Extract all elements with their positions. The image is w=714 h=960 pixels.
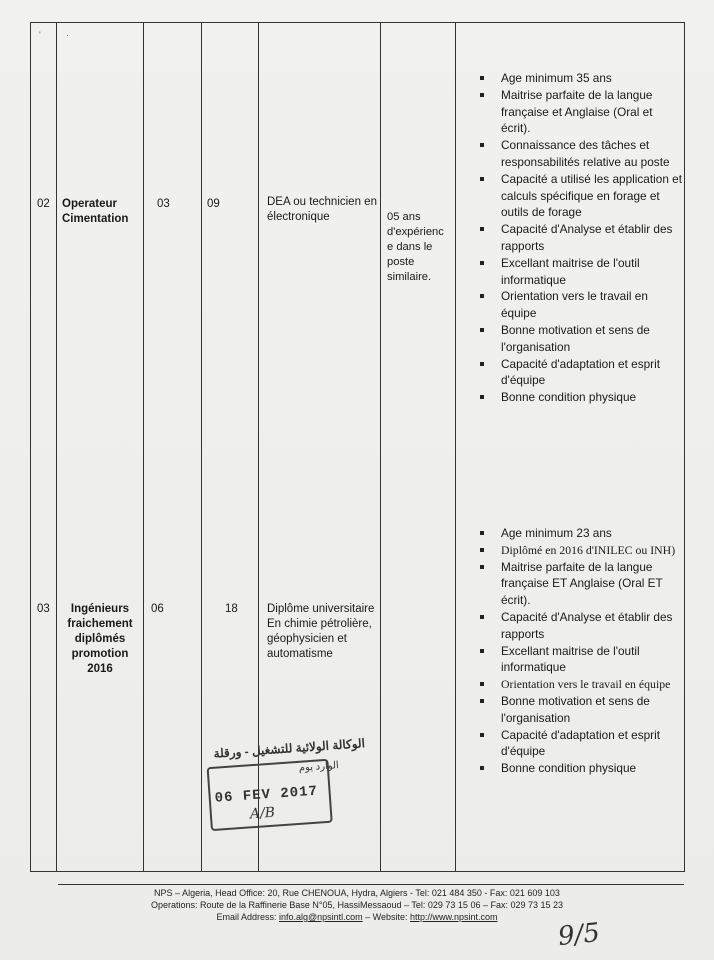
requirement-item: Capacité d'Analyse et établir des rapports bbox=[475, 221, 685, 255]
diploma-text: DEA ou technicien en électronique bbox=[267, 196, 377, 223]
column-divider bbox=[380, 22, 381, 872]
footer-line-3 bbox=[0, 912, 714, 923]
requirement-item: Capacité a utilisé les application et calculs spécifique en forage et outils de forage bbox=[475, 171, 685, 221]
requirement-item: Bonne condition physique bbox=[475, 760, 685, 777]
requirement-item: Capacité d'adaptation et esprit d'équipe bbox=[475, 727, 685, 761]
requirement-item: Capacité d'Analyse et établir des rapports bbox=[475, 609, 685, 643]
requirement-item: Age minimum 23 ans bbox=[475, 525, 685, 542]
official-stamp bbox=[205, 736, 366, 833]
requirement-item: Orientation vers le travail en équipe bbox=[475, 288, 685, 322]
requirement-item: Bonne motivation et sens de l'organisation bbox=[475, 322, 685, 356]
experience-text: 05 ans d'expérienc e dans le poste similaire. bbox=[387, 211, 444, 283]
job-title: Operateur Cimentation bbox=[62, 198, 129, 225]
requirement-item: Bonne condition physique bbox=[475, 389, 685, 406]
footer-line-2: Operations: Route de la Raffinerie Base N°05, HassiMessaoud – Tel: 029 73 15 06 – Fax: 029 73 15 23 bbox=[150, 900, 564, 910]
column-divider bbox=[143, 22, 144, 872]
requirement-item: Age minimum 35 ans bbox=[475, 70, 685, 87]
requirement-item: Excellant maitrise de l'outil informatique bbox=[475, 255, 685, 289]
stamp-arabic-label: الوارد يوم bbox=[298, 760, 340, 774]
footer-line-1: NPS – Algeria, Head Office: 20, Rue CHENOUA, Hydra, Algiers - Tel: 021 484 350 - Fax: 021 609 103 bbox=[154, 888, 560, 898]
website-link[interactable]: http://www.npsint.com bbox=[410, 912, 498, 922]
requirement-item: Maitrise parfaite de la langue française ET Anglaise (Oral ET écrit). bbox=[475, 559, 685, 609]
column-divider bbox=[56, 22, 57, 872]
stamp-arabic-text: الوكالة الولائية للتشغيل - ورقلة bbox=[213, 736, 366, 761]
footer-rule bbox=[58, 884, 684, 885]
requirement-item: Excellant maitrise de l'outil informatique bbox=[475, 643, 685, 677]
requirement-item: Connaissance des tâches et responsabilités relative au poste bbox=[475, 137, 685, 171]
requirement-item: Diplômé en 2016 d'INILEC ou INH) bbox=[475, 542, 685, 559]
email-label: Email Address: bbox=[216, 912, 279, 922]
table-border-left bbox=[30, 22, 31, 872]
requirements-list bbox=[475, 525, 685, 777]
column-value: 03 bbox=[157, 198, 170, 210]
requirement-item: Capacité d'adaptation et esprit d'équipe bbox=[475, 356, 685, 390]
table-border-bottom bbox=[30, 871, 685, 872]
column-divider bbox=[455, 22, 456, 872]
mark: · bbox=[66, 30, 69, 40]
column-value: 18 bbox=[225, 603, 238, 615]
table-border-top bbox=[30, 22, 685, 23]
requirement-item: Maitrise parfaite de la langue française et Anglaise (Oral et écrit). bbox=[475, 87, 685, 137]
diploma-text: Diplôme universitaire En chimie pétrolière, géophysicien et automatisme bbox=[267, 603, 375, 660]
requirement-item: Orientation vers le travail en équipe bbox=[475, 676, 685, 693]
stamp-handwritten-mark: A/B bbox=[249, 804, 276, 823]
column-value: 06 bbox=[151, 603, 164, 615]
email-link[interactable]: info.alg@npsintl.com bbox=[278, 912, 363, 922]
stamp-date: 06 FEV 2017 bbox=[214, 783, 319, 807]
requirement-item: Bonne motivation et sens de l'organisation bbox=[475, 693, 685, 727]
handwritten-page-number: 9/5 bbox=[556, 917, 602, 953]
column-divider bbox=[201, 22, 202, 872]
row-number: 02 bbox=[37, 198, 50, 210]
mark: ' bbox=[39, 30, 41, 40]
website-label: – Website: bbox=[362, 912, 411, 922]
row-number: 03 bbox=[37, 603, 50, 615]
job-title: Ingénieurs fraichement diplômés promotion 2016 bbox=[67, 603, 133, 675]
requirements-list bbox=[475, 70, 685, 406]
column-value: 09 bbox=[207, 198, 220, 210]
